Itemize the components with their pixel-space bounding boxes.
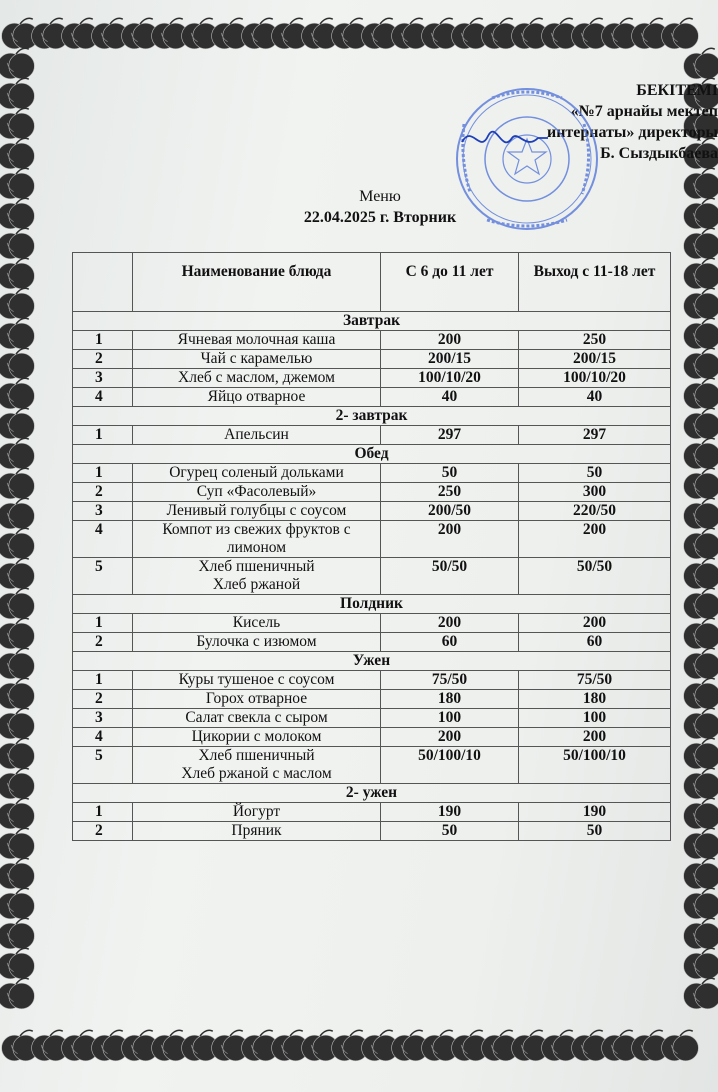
section-row [73,312,671,331]
row-number: 1 [73,671,133,690]
table-header-row [73,253,671,312]
table-row [73,350,671,369]
row-number: 4 [73,388,133,407]
apple-icon [0,858,34,889]
apple-icon [0,288,34,319]
approval-line-3: интернаты» директоры [546,124,718,141]
portion-11-18: 50/100/10 [519,747,671,784]
portion-11-18: 200/15 [519,350,671,369]
apple-icon [0,708,34,739]
portion-11-18: 250 [519,331,671,350]
dish-name: Апельсин [133,426,381,445]
row-number: 4 [73,728,133,747]
apple-icon [0,378,34,409]
portion-11-18: 50/50 [519,558,671,595]
dish-name: Чай с карамелью [133,350,381,369]
apple-icon [684,288,718,319]
apple-icon [684,498,718,529]
apple-icon [684,828,718,859]
apple-icon [0,408,34,439]
portion-6-11: 40 [381,388,519,407]
apple-icon [684,468,718,499]
section-title: Завтрак [73,312,671,331]
portion-6-11: 200 [381,614,519,633]
menu-heading: Меню [359,188,401,205]
apple-icon [684,738,718,769]
approval-line-1: БЕКІТЕМІ [636,82,718,99]
table-row [73,803,671,822]
portion-6-11: 60 [381,633,519,652]
apple-icon [684,438,718,469]
apple-icon [684,798,718,829]
apple-icon [684,948,718,979]
row-number: 2 [73,483,133,502]
portion-11-18: 200 [519,521,671,558]
apple-icon [0,888,34,919]
dish-name: Ячневая молочная каша [133,331,381,350]
portion-11-18: 60 [519,633,671,652]
apple-icon [684,408,718,439]
apple-icon [0,768,34,799]
portion-6-11: 200 [381,728,519,747]
menu-title-block [230,186,530,228]
apple-icon [0,438,34,469]
apple-icon [662,18,699,49]
apple-icon [684,618,718,649]
apple-icon [684,768,718,799]
dish-name: Йогурт [133,803,381,822]
apple-icon [684,528,718,559]
approval-line-2: «№7 арнайы мектеп [570,103,718,120]
dish-name: Суп «Фасолевый» [133,483,381,502]
apple-icon [0,618,34,649]
table-row [73,369,671,388]
apple-icon [684,708,718,739]
portion-6-11: 250 [381,483,519,502]
apple-icon [684,678,718,709]
apple-icon [684,348,718,379]
portion-6-11: 100/10/20 [381,369,519,388]
table-row [73,671,671,690]
row-number: 5 [73,558,133,595]
table-row [73,426,671,445]
table-row [73,728,671,747]
dish-name: Ленивый голубцы с соусом [133,502,381,521]
row-number: 2 [73,350,133,369]
apple-icon [0,738,34,769]
portion-6-11: 100 [381,709,519,728]
portion-6-11: 200/15 [381,350,519,369]
dish-name: Хлеб пшеничный Хлеб ржаной с маслом [133,747,381,784]
dish-name: Яйцо отварное [133,388,381,407]
section-row [73,652,671,671]
table-row [73,483,671,502]
row-number: 2 [73,633,133,652]
header-age-6-11: С 6 до 11 лет [381,253,519,312]
dish-name: Пряник [133,822,381,841]
table-row [73,521,671,558]
dish-name: Булочка с изюмом [133,633,381,652]
apple-icon [684,198,718,229]
row-number: 4 [73,521,133,558]
dish-name: Огурец соленый дольками [133,464,381,483]
apple-icon [0,228,34,259]
apple-icon [0,168,34,199]
row-number: 1 [73,426,133,445]
apple-icon [684,48,718,79]
portion-6-11: 180 [381,690,519,709]
table-row [73,747,671,784]
apple-icon [684,588,718,619]
apple-icon [0,528,34,559]
apple-icon [0,138,34,169]
apple-icon [684,378,718,409]
apple-icon [684,978,718,1009]
section-row [73,784,671,803]
portion-11-18: 200 [519,614,671,633]
apple-icon [684,228,718,259]
dish-name: Куры тушеное с соусом [133,671,381,690]
table-row [73,690,671,709]
dish-name: Компот из свежих фруктов с лимоном [133,521,381,558]
table-row [73,614,671,633]
apple-icon [0,948,34,979]
portion-11-18: 100/10/20 [519,369,671,388]
row-number: 1 [73,464,133,483]
section-title: Обед [73,445,671,464]
apple-icon [0,108,34,139]
apple-icon [0,918,34,949]
apple-icon [0,48,34,79]
portion-6-11: 190 [381,803,519,822]
portion-11-18: 40 [519,388,671,407]
portion-6-11: 50 [381,464,519,483]
apple-icon [0,588,34,619]
header-age-11-18: Выход с 11-18 лет [519,253,671,312]
portion-11-18: 50 [519,464,671,483]
dish-name: Хлеб пшеничный Хлеб ржаной [133,558,381,595]
row-number: 5 [73,747,133,784]
apple-icon [684,168,718,199]
table-row [73,331,671,350]
apple-icon [0,498,34,529]
section-title: Полдник [73,595,671,614]
dish-name: Цикории с молоком [133,728,381,747]
table-row [73,822,671,841]
apple-icon [0,78,34,109]
row-number: 2 [73,690,133,709]
portion-11-18: 297 [519,426,671,445]
menu-table [72,252,671,841]
apple-icon [684,858,718,889]
portion-11-18: 190 [519,803,671,822]
portion-11-18: 100 [519,709,671,728]
apple-icon [0,258,34,289]
apple-icon [684,648,718,679]
apple-icon [0,318,34,349]
table-row [73,709,671,728]
portion-6-11: 200/50 [381,502,519,521]
dish-name: Хлеб с маслом, джемом [133,369,381,388]
portion-6-11: 297 [381,426,519,445]
table-row [73,633,671,652]
portion-6-11: 50/100/10 [381,747,519,784]
table-row [73,464,671,483]
section-row [73,445,671,464]
section-title: 2- ужен [73,784,671,803]
portion-6-11: 200 [381,521,519,558]
section-title: 2- завтрак [73,407,671,426]
apple-icon [684,258,718,289]
table-row [73,388,671,407]
apple-icon [0,828,34,859]
row-number: 2 [73,822,133,841]
apple-icon [684,918,718,949]
apple-icon [684,558,718,589]
table-row [73,558,671,595]
apple-icon [0,198,34,229]
apple-icon [0,468,34,499]
row-number: 3 [73,709,133,728]
menu-date: 22.04.2025 г. Вторник [303,209,457,226]
row-number: 3 [73,369,133,388]
section-title: Ужен [73,652,671,671]
apple-icon [0,348,34,379]
apple-icon [0,558,34,589]
portion-11-18: 180 [519,690,671,709]
section-row [73,595,671,614]
apple-icon [0,648,34,679]
header-number [73,253,133,312]
portion-6-11: 200 [381,331,519,350]
apple-icon [662,1030,699,1061]
apple-icon [0,798,34,829]
portion-11-18: 200 [519,728,671,747]
portion-11-18: 220/50 [519,502,671,521]
portion-6-11: 50/50 [381,558,519,595]
header-dish-name: Наименование блюда [133,253,381,312]
row-number: 1 [73,803,133,822]
approval-line-4: Б. Сыздыкбаева [600,145,718,162]
section-row [73,407,671,426]
row-number: 1 [73,614,133,633]
row-number: 3 [73,502,133,521]
portion-6-11: 75/50 [381,671,519,690]
portion-6-11: 50 [381,822,519,841]
apple-icon [0,678,34,709]
portion-11-18: 300 [519,483,671,502]
portion-11-18: 75/50 [519,671,671,690]
dish-name: Кисель [133,614,381,633]
apple-icon [684,318,718,349]
dish-name: Горох отварное [133,690,381,709]
apple-icon [0,978,34,1009]
apple-icon [684,888,718,919]
table-row [73,502,671,521]
portion-11-18: 50 [519,822,671,841]
dish-name: Салат свекла с сыром [133,709,381,728]
row-number: 1 [73,331,133,350]
